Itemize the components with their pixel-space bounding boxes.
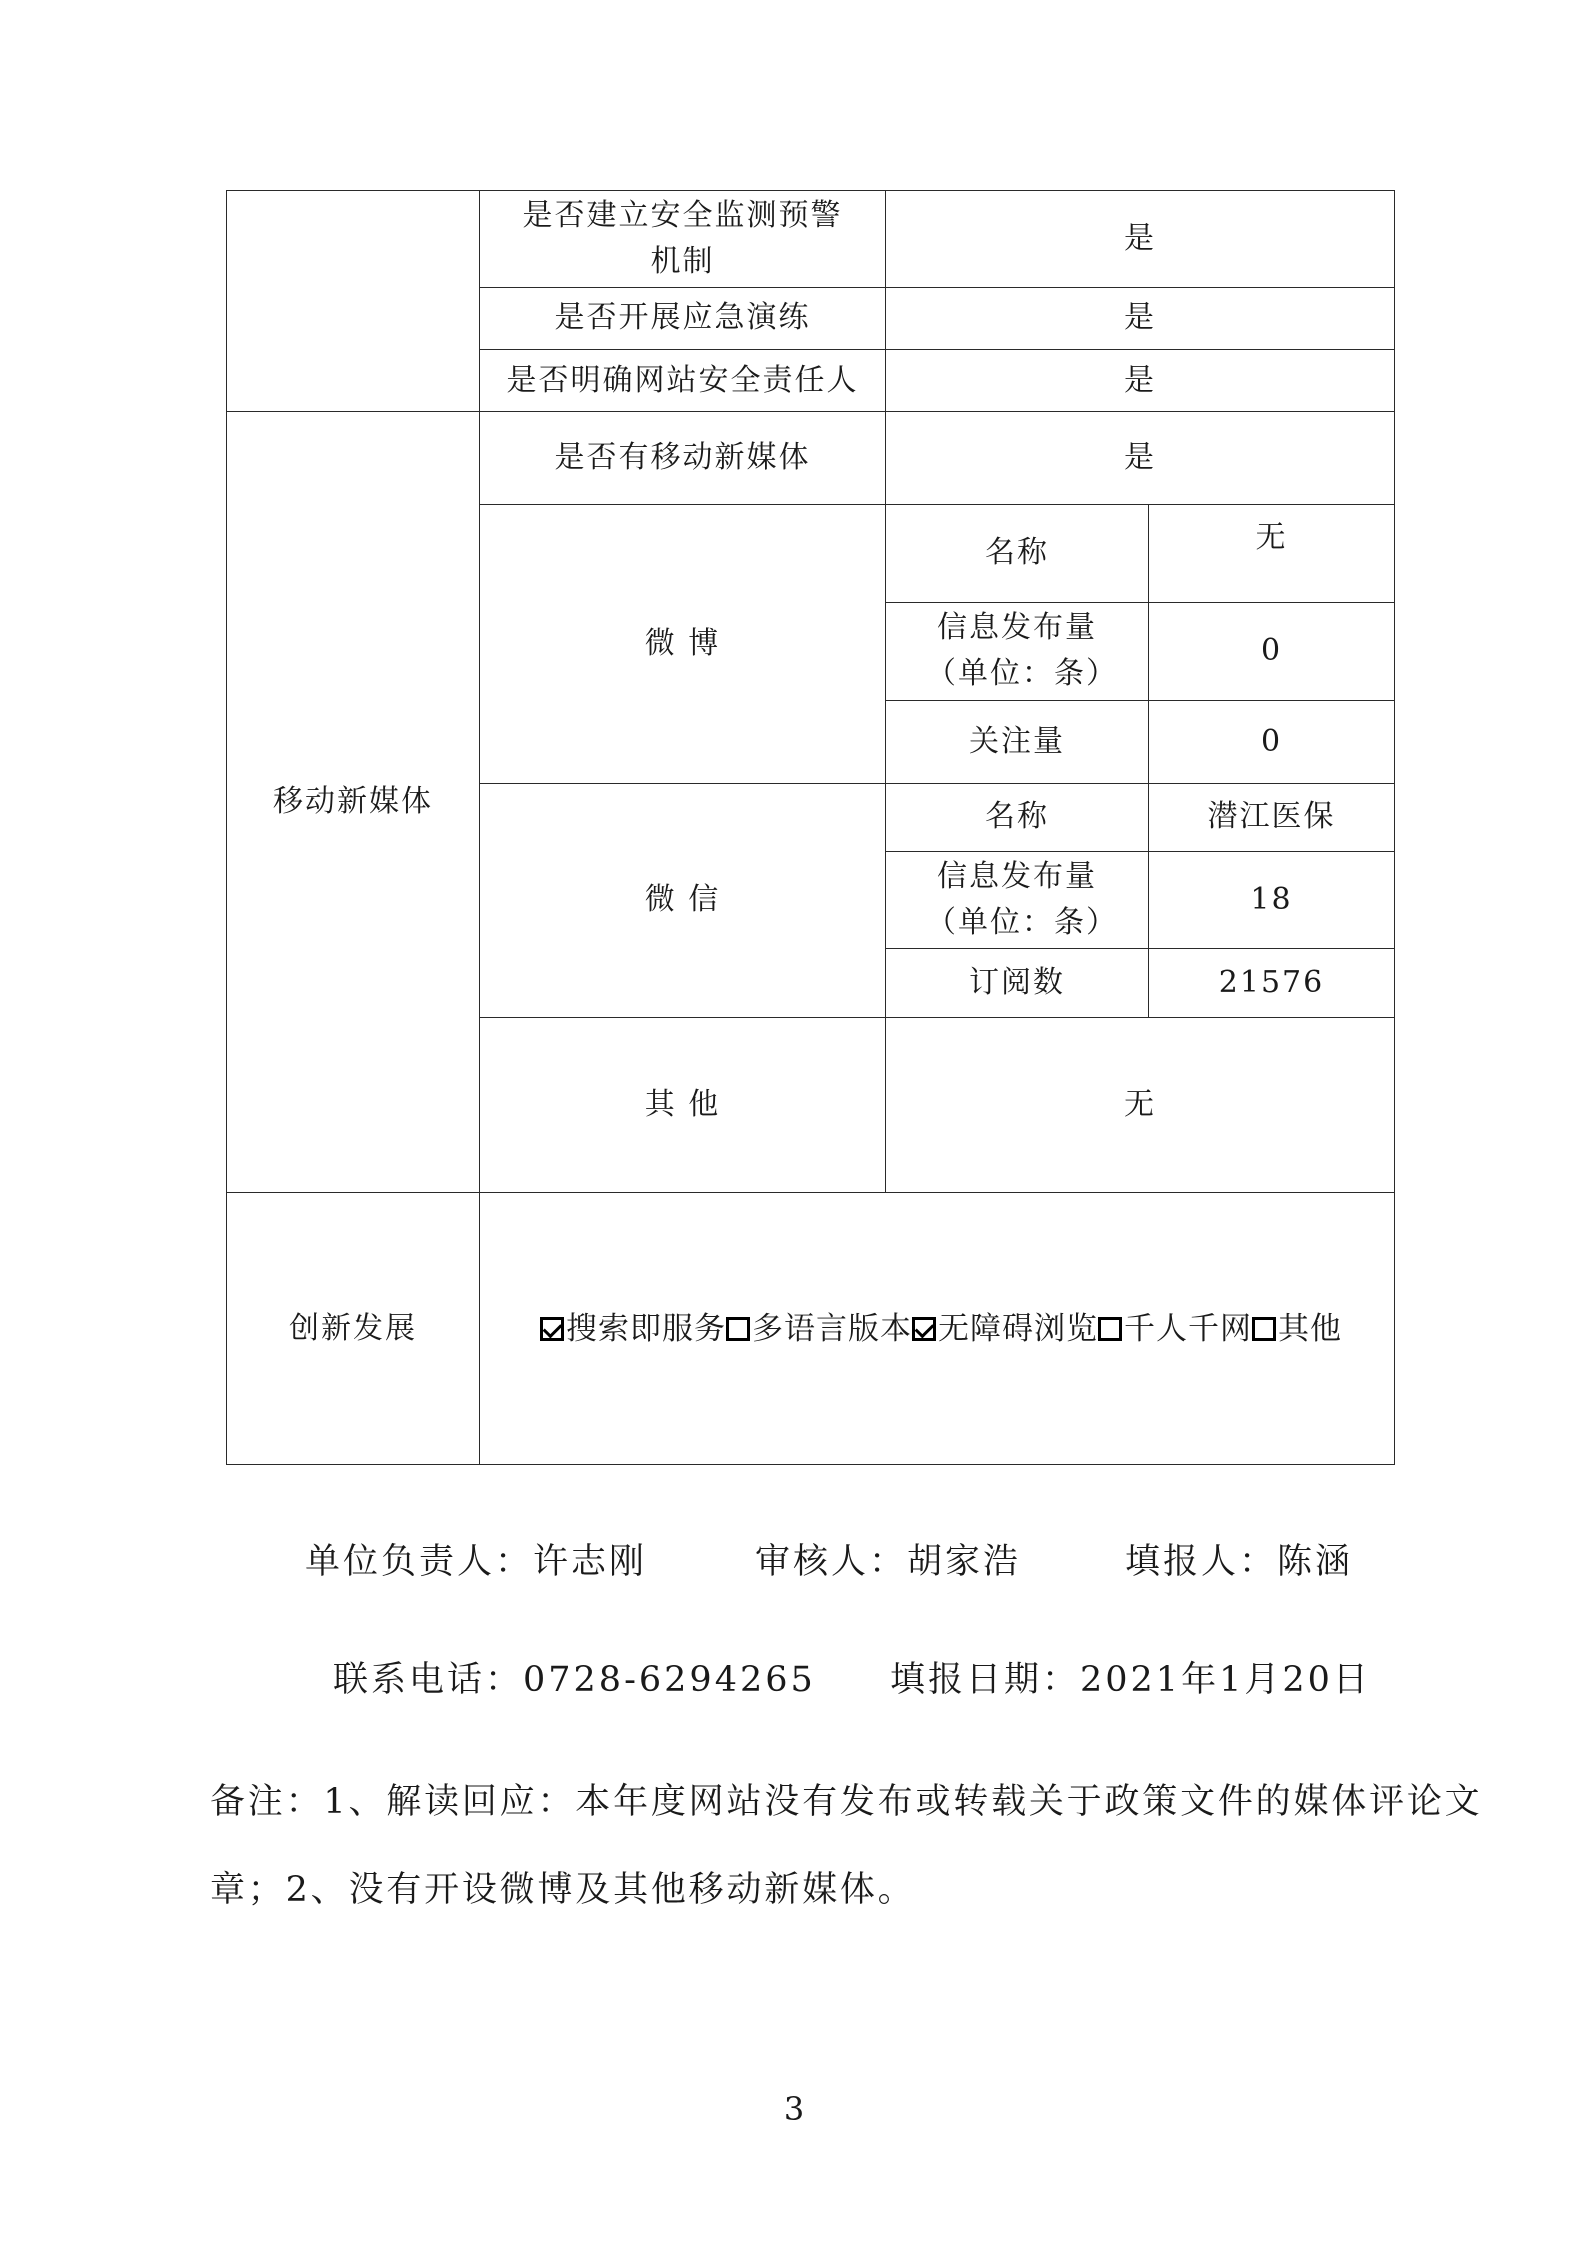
monitoring-label: 是否建立安全监测预警机制 [480, 191, 886, 288]
page-number: 3 [783, 2090, 805, 2128]
checkbox-other[interactable] [1252, 1317, 1276, 1341]
checkbox-multilingual[interactable] [726, 1317, 750, 1341]
drill-value: 是 [886, 287, 1395, 349]
contact-phone: 联系电话：0728-6294265 [333, 1660, 816, 1700]
drill-label: 是否开展应急演练 [480, 287, 886, 349]
weibo-name-label: 名称 [886, 504, 1149, 602]
weibo-posts-value: 0 [1149, 602, 1395, 701]
option-label: 多语言版本 [752, 1310, 912, 1347]
filler: 填报人：陈涵 [1125, 1542, 1354, 1582]
note-line-2: 章；2、没有开设微博及其他移动新媒体。 [210, 1870, 916, 1910]
report-table [226, 190, 1395, 1465]
weibo-posts-label: 信息发布量（单位：条） [886, 602, 1149, 701]
wechat-subs-label: 订阅数 [886, 948, 1149, 1017]
innovation-options-cell [480, 1193, 1395, 1465]
option-label: 其他 [1278, 1310, 1342, 1347]
other-value: 无 [886, 1018, 1395, 1193]
reviewer: 审核人：胡家浩 [755, 1542, 1022, 1582]
weibo-name-value: 无 [1149, 504, 1395, 602]
wechat-posts-value: 18 [1149, 852, 1395, 949]
weibo-follow-value: 0 [1149, 701, 1395, 784]
wechat-name-label: 名称 [886, 783, 1149, 851]
option-label: 搜索即服务 [566, 1310, 726, 1347]
checkbox-personalized[interactable] [1098, 1317, 1122, 1341]
fill-date: 填报日期：2021年1月20日 [890, 1660, 1371, 1700]
monitoring-value: 是 [886, 191, 1395, 288]
option-label: 千人千网 [1124, 1310, 1252, 1347]
other-label: 其 他 [480, 1018, 886, 1193]
wechat-posts-label: 信息发布量（单位：条） [886, 852, 1149, 949]
wechat-name-value: 潜江医保 [1149, 783, 1395, 851]
note-line-1: 备注：1、解读回应：本年度网站没有发布或转载关于政策文件的媒体评论文 [210, 1782, 1483, 1822]
unit-head: 单位负责人：许志刚 [305, 1542, 648, 1582]
wechat-label: 微 信 [480, 783, 886, 1017]
weibo-label: 微 博 [480, 504, 886, 783]
responsible-value: 是 [886, 349, 1395, 411]
checkbox-accessibility[interactable] [912, 1317, 936, 1341]
mobile-section-label: 移动新媒体 [227, 412, 480, 1193]
checkbox-search-service[interactable] [540, 1317, 564, 1341]
innovation-label: 创新发展 [227, 1193, 480, 1465]
mobile-has-label: 是否有移动新媒体 [480, 412, 886, 505]
option-label: 无障碍浏览 [938, 1310, 1098, 1347]
wechat-subs-value: 21576 [1149, 948, 1395, 1017]
innovation-options [540, 1304, 1384, 1354]
mobile-has-value: 是 [886, 412, 1395, 505]
responsible-label: 是否明确网站安全责任人 [480, 349, 886, 411]
weibo-follow-label: 关注量 [886, 701, 1149, 784]
security-section-cell [227, 191, 480, 412]
